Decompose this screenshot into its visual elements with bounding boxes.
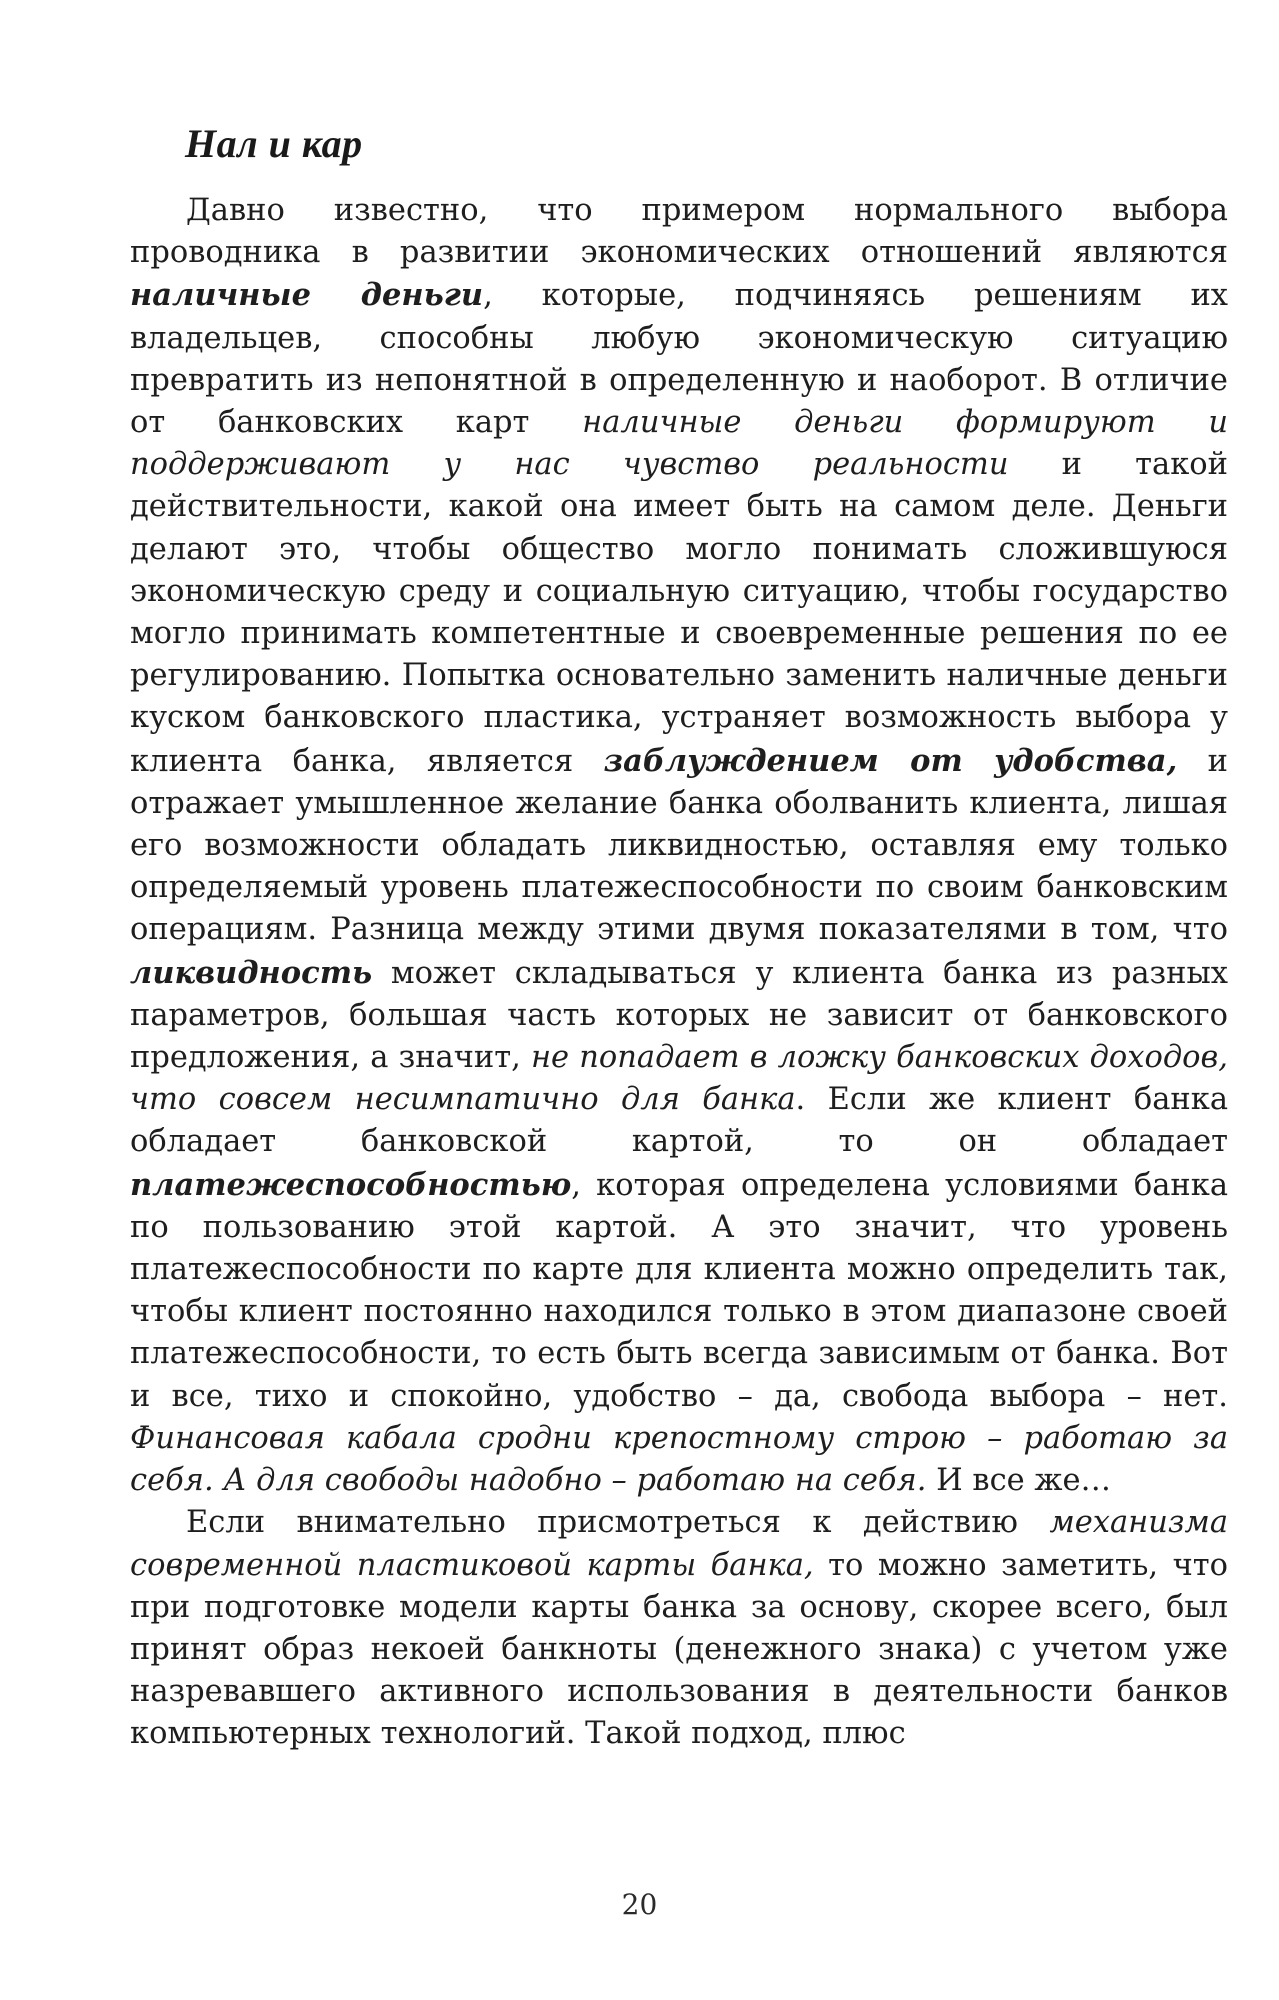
italic-phrase: не попадает в ложку банковских доходов, что совсем несимпатично для банка	[130, 1040, 1228, 1118]
text-run: то можно заметить, что при подготовке модели карты банка за основу, скорее всего, был принят образ некоей банкноты (денежного знака) с учетом уже назревавшего активного использования в деятельности банков компьютерных технологий. Такой подход, плюс	[130, 1547, 1228, 1752]
bold-italic-term: наличные деньги	[130, 277, 484, 314]
text-run: , которая определена условиями банка по пользованию этой картой. А это значит, что уровень платежеспособности по карте для клиента можно определить так, чтобы клиент постоянно находился только в этом диапазоне своей платежеспособности, то есть быть всегда зависимым от банка. Вот и все, тихо и спокойно, удобство – да, свобода выбора – нет.	[130, 1167, 1228, 1414]
text-run: и такой действительности, какой она имеет быть на самом деле. Деньги делают это, чтобы общество могло понимать сложившуюся экономическую среду и социальную ситуацию, чтобы государство могло принимать компетентные и своевременные решения по ее регулированию. Попытка основательно заменить наличные деньги куском банковского пластика, устраняет возможность выбора у клиента банка, является	[130, 447, 1228, 779]
text-run: может складываться у клиента банка из разных параметров, большая часть которых не зависит от банковского предложения, а значит,	[130, 955, 1228, 1076]
paragraph	[130, 1502, 1228, 1755]
page-number: 20	[621, 1888, 658, 1921]
paragraph	[130, 190, 1228, 1502]
italic-phrase: Финансовая кабала сродни крепостному строю – работаю за себя. А для свободы надобно – работаю на себя.	[130, 1420, 1228, 1499]
text-run: и отражает умышленное желание банка оболванить клиента, лишая его возможности обладать ликвидностью, оставляя ему только определяемый уровень платежеспособности по своим банковским операциям. Разница между этими двумя показателями в том, что	[130, 743, 1228, 948]
text-run: И все же…	[926, 1463, 1112, 1499]
italic-phrase: механизма современной пластиковой карты банка,	[130, 1505, 1228, 1583]
bold-italic-term: заблуждением от удобства,	[603, 742, 1178, 779]
text-run: Давно известно, что примером нормального выбора проводника в развитии экономических отношений являются	[130, 193, 1228, 271]
body-text	[130, 190, 1228, 1756]
italic-phrase: наличные деньги формируют и поддерживают у нас чувство реальности	[130, 405, 1228, 483]
section-title: Нал и кар	[185, 121, 363, 166]
bold-italic-term: ликвидность	[130, 954, 373, 991]
text-run: . Если же клиент банка обладает банковской картой, то он обладает	[130, 1082, 1228, 1160]
text-run: Если внимательно присмотреться к действию	[186, 1505, 1050, 1541]
bold-italic-term: платежеспособностью	[130, 1166, 572, 1203]
text-run: , которые, подчиняясь решениям их владельцев, способны любую экономическую ситуацию превратить из непонятной в определенную и наоборот. В отличие от банковских карт	[130, 278, 1228, 441]
